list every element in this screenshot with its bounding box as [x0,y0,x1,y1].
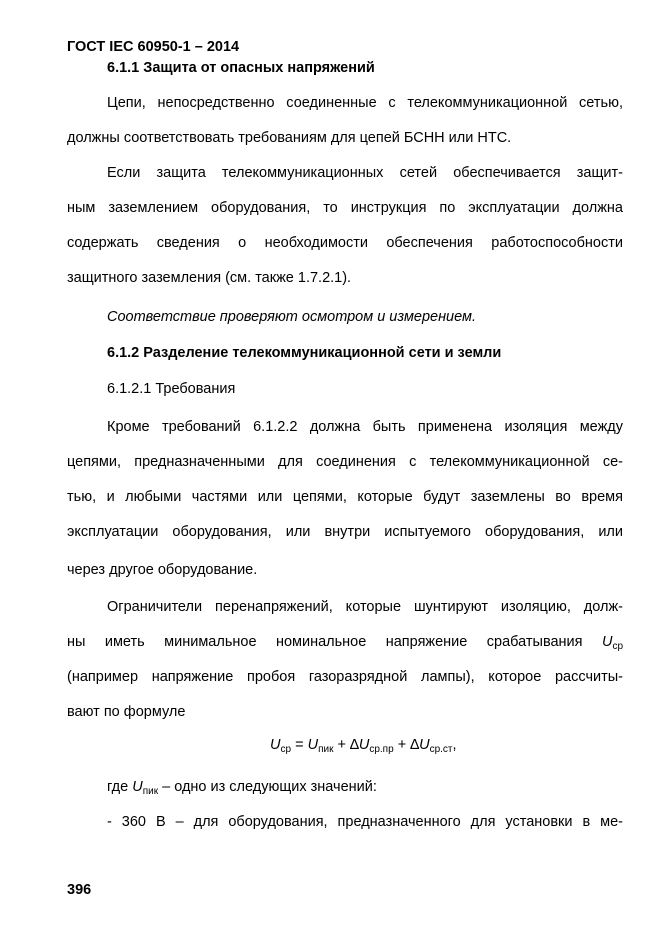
page-number: 396 [67,882,92,898]
formula: $U_{ср} = U_{пик} + \Delta U_{ср.пр} + \Delta U_{ср.ст}$, [270,737,457,755]
document-header: ГОСТ IEC 60950-1 – 2014 [67,39,240,55]
paragraph-line: содержать сведения о необходимости обеспечения работоспособности [67,235,623,251]
paragraph-line: эксплуатации оборудования, или внутри испытуемого оборудования, или [67,524,623,540]
voltage-symbol: $U_{ср}$ [601,634,623,652]
paragraph-text: ны иметь минимальное номинальное напряжение срабатывания [67,634,583,650]
paragraph-line: Цепи, непосредственно соединенные с телекоммуникационной сетью, [107,95,623,111]
paragraph-line: цепями, предназначенными для соединения с телекоммуникационной се- [67,454,623,470]
paragraph-line: защитного заземления (см. также 1.7.2.1). [67,270,352,286]
paragraph-line: через другое оборудование. [67,562,258,578]
paragraph-line: Если защита телекоммуникационных сетей обеспечивается защит- [107,165,623,181]
paragraph-line: Ограничители перенапряжений, которые шунтируют изоляцию, долж- [107,599,623,615]
paragraph-line: вают по формуле [67,704,186,720]
paragraph-line [67,625,623,664]
paragraph-line: Кроме требований 6.1.2.2 должна быть применена изоляция между [107,419,623,435]
section-612-heading: 6.1.2 Разделение телекоммуникационной сети и земли [107,345,502,361]
paragraph-line: тью, и любыми частями или цепями, которые будут заземлены во время [67,489,623,505]
section-611-heading: 6.1.1 Защита от опасных напряжений [107,60,375,76]
paragraph-line: ным заземлением оборудования, то инструкция по эксплуатации должна [67,200,623,216]
compliance-note: Соответствие проверяют осмотром и измерением. [107,309,476,325]
where-clause: где $U_{пик}$ – одно из следующих значений: [107,779,377,797]
list-item: - 360 В – для оборудования, предназначенного для установки в ме- [107,814,623,830]
subsection-6121-heading: 6.1.2.1 Требования [107,381,236,397]
paragraph-line: (например напряжение пробоя газоразрядной лампы), которое рассчиты- [67,669,623,685]
paragraph-line: должны соответствовать требованиям для цепей БСНН или НТС. [67,130,512,146]
